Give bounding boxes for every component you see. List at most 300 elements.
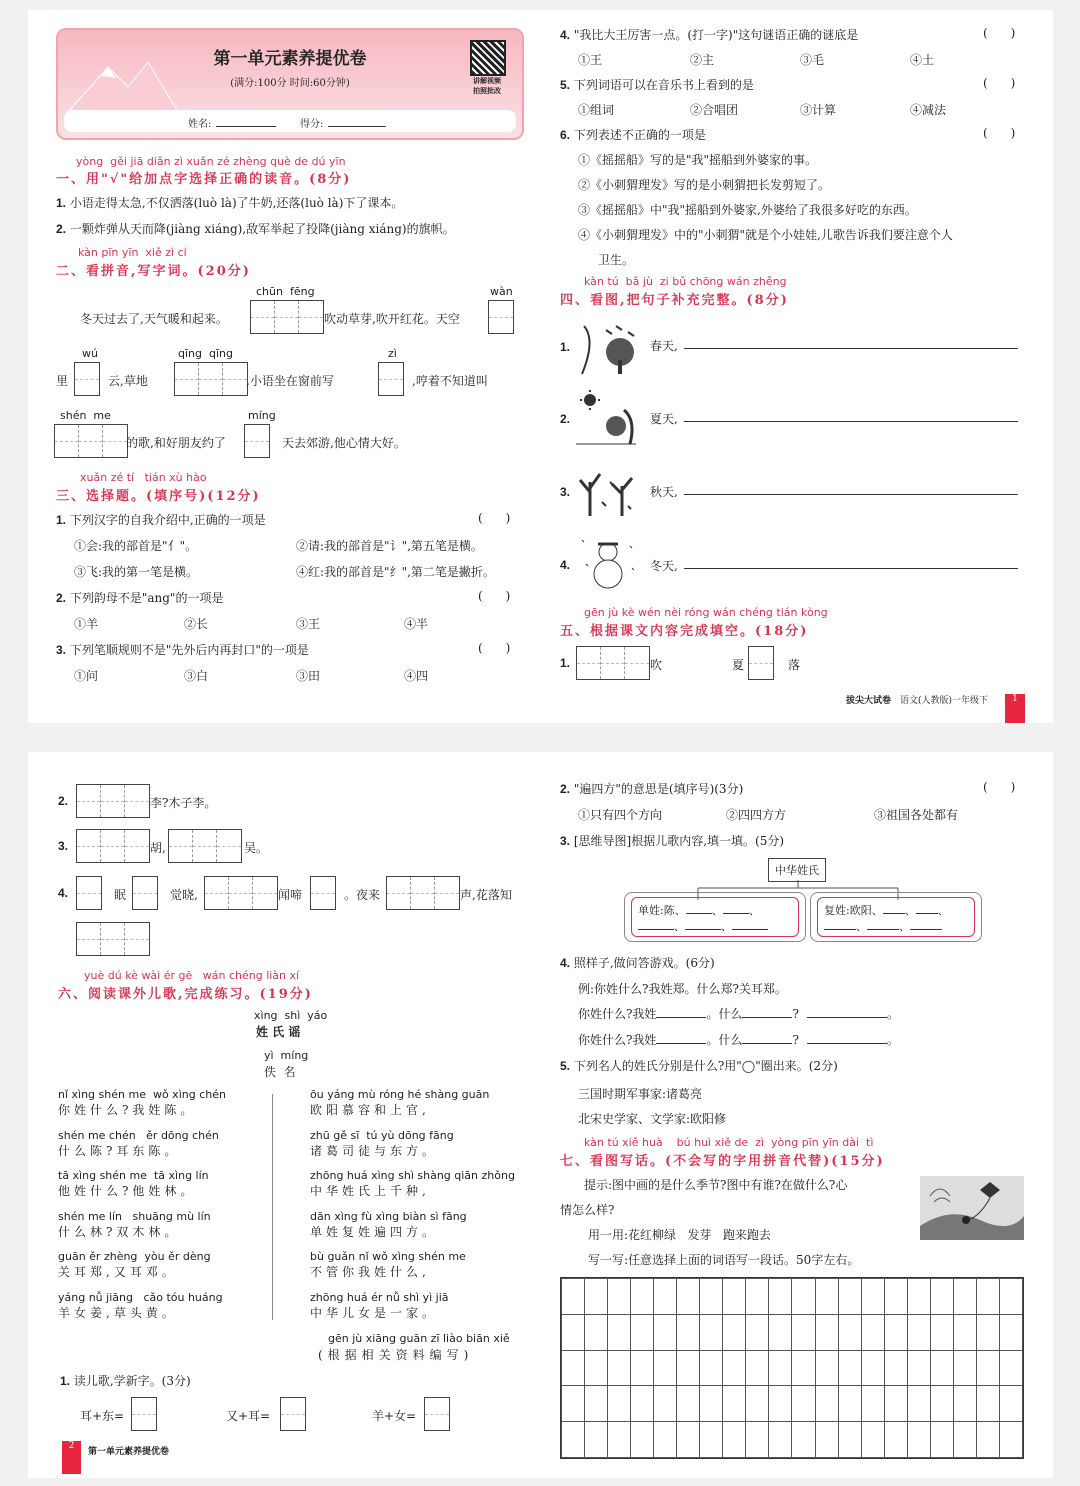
s1-pinyin: yòng gěi jiā diǎn zì xuǎn zé zhèng què de dú yīn bbox=[76, 155, 346, 168]
s5-title: 五、根据课文内容完成填空。(18分) bbox=[560, 624, 809, 639]
writing-cell[interactable] bbox=[861, 1350, 884, 1386]
writing-cell[interactable] bbox=[907, 1386, 930, 1422]
s2-py-wan: wàn bbox=[490, 285, 513, 298]
writing-cell[interactable] bbox=[769, 1314, 792, 1350]
s3-q1-option-4[interactable]: ④红:我的部首是"纟",第二笔是撇折。 bbox=[296, 565, 495, 579]
writing-cell[interactable] bbox=[792, 1422, 815, 1458]
s2-py-qingqing: qīng qīng bbox=[178, 347, 233, 360]
s1-q2-text[interactable]: 一颗炸弹从天而降(jiàng xiáng),敌军举起了投降(jiàng xiáng)的旗帜。 bbox=[69, 222, 455, 236]
s2-text-2: 吹动草芽,吹开红花。天空 bbox=[324, 312, 460, 326]
writing-cell[interactable] bbox=[677, 1314, 700, 1350]
writing-cell[interactable] bbox=[999, 1422, 1022, 1458]
writing-cell[interactable] bbox=[654, 1386, 677, 1422]
p2-box-4f[interactable] bbox=[76, 922, 150, 956]
r-q4-option-4[interactable]: ④土 bbox=[910, 53, 935, 67]
writing-cell[interactable] bbox=[884, 1314, 907, 1350]
p2-q1-text: 读儿歌,学新字。(3分) bbox=[73, 1374, 191, 1388]
s7-pinyin: kàn tú xiě huà bú huì xiě de zì yòng pīn yīn dài tì bbox=[584, 1136, 874, 1149]
s1-q1-text[interactable]: 小语走得太急,不仅洒落(luò là)了牛奶,还落(luò là)下了课本。 bbox=[69, 196, 404, 210]
poem-line: 不管你我姓什么, bbox=[310, 1265, 430, 1279]
writing-cell[interactable] bbox=[585, 1386, 608, 1422]
poem-line-pinyin: yáng nǚ jiāng cǎo tóu huáng bbox=[58, 1290, 223, 1304]
r-q4-option-3[interactable]: ③毛 bbox=[800, 53, 825, 67]
writing-cell[interactable] bbox=[654, 1350, 677, 1386]
writing-cell[interactable] bbox=[746, 1314, 769, 1350]
s4-num-1: 1. bbox=[560, 340, 571, 354]
p2-q4-row-1-text-b: 。什么 bbox=[706, 1007, 743, 1021]
writing-cell[interactable] bbox=[700, 1314, 723, 1350]
writing-cell[interactable] bbox=[953, 1422, 976, 1458]
s3-pinyin: xuǎn zé tí tián xù hào bbox=[80, 471, 207, 484]
p2-text-4a: 眠 bbox=[114, 888, 127, 902]
writing-cell[interactable] bbox=[861, 1314, 884, 1350]
writing-cell[interactable] bbox=[562, 1314, 585, 1350]
equation-2-box[interactable] bbox=[280, 1397, 306, 1431]
writing-cell[interactable] bbox=[723, 1422, 746, 1458]
writing-cell[interactable] bbox=[631, 1350, 654, 1386]
writing-cell[interactable] bbox=[953, 1314, 976, 1350]
r-q6-option-1[interactable]: ①《摇摇船》写的是"我"摇船到外婆家的事。 bbox=[578, 153, 818, 167]
s3-q2-option-1[interactable]: ①羊 bbox=[74, 617, 99, 631]
p2-q2-answer[interactable]: ( ) bbox=[983, 780, 1016, 794]
s2-pinyin: kàn pīn yīn xiě zì cí bbox=[78, 246, 187, 259]
writing-cell[interactable] bbox=[884, 1279, 907, 1315]
poem-line-pinyin: zhū gě sī tú yù dōng fāng bbox=[310, 1128, 454, 1142]
s2-text-3: 里 bbox=[56, 374, 69, 388]
p2-box-4b[interactable] bbox=[132, 876, 158, 910]
mind-map-single-surname: 单姓:陈、 、 、 、 、 bbox=[624, 892, 806, 942]
mind-double-blank[interactable] bbox=[867, 929, 899, 930]
writing-cell[interactable] bbox=[838, 1422, 861, 1458]
p2-q4-qmark: ? bbox=[792, 1007, 799, 1021]
writing-cell[interactable] bbox=[608, 1314, 631, 1350]
s3-q1-option-1[interactable]: ①会:我的部首是"亻"。 bbox=[74, 539, 198, 553]
p2-num-2: 2. bbox=[58, 794, 69, 808]
s6-title: 六、阅读课外儿歌,完成练习。(19分) bbox=[58, 987, 313, 1002]
writing-cell[interactable] bbox=[746, 1279, 769, 1315]
p2-q4-blank[interactable] bbox=[807, 1017, 887, 1018]
s5-answer-box-1[interactable] bbox=[576, 646, 650, 680]
writing-grid[interactable] bbox=[560, 1277, 1024, 1459]
writing-cell[interactable] bbox=[838, 1314, 861, 1350]
s3-q2: 2. 下列韵母不是"ang"的一项是 bbox=[56, 591, 224, 605]
poem-column-2 bbox=[310, 1088, 530, 1331]
r-q4: 4. "我比大王厉害一点。(打一字)"这句谜语正确的谜底是 bbox=[560, 28, 859, 42]
writing-cell[interactable] bbox=[930, 1314, 953, 1350]
answer-box-ming[interactable] bbox=[244, 424, 270, 458]
mind-single-blank[interactable] bbox=[685, 929, 721, 930]
writing-cell[interactable] bbox=[907, 1350, 930, 1386]
p2-q2: 2. "遍四方"的意思是(填序号)(3分) bbox=[560, 782, 744, 796]
s3-q1-option-3[interactable]: ③飞:我的第一笔是横。 bbox=[74, 565, 199, 579]
name-score-bar bbox=[64, 110, 516, 132]
writing-cell[interactable] bbox=[769, 1386, 792, 1422]
poem-line: 单姓复姓遍四方。 bbox=[310, 1224, 439, 1239]
s1-title: 一、用"√"给加点字选择正确的读音。(8分) bbox=[56, 172, 352, 187]
p2-text-4d: 。夜来 bbox=[344, 888, 381, 902]
s3-q2-option-2[interactable]: ②长 bbox=[184, 617, 209, 631]
qr-code[interactable] bbox=[470, 40, 506, 76]
mind-single-blank[interactable] bbox=[732, 929, 768, 930]
writing-cell[interactable] bbox=[792, 1279, 815, 1315]
writing-cell[interactable] bbox=[654, 1279, 677, 1315]
mind-map-root: 中华姓氏 bbox=[768, 858, 826, 882]
writing-cell[interactable] bbox=[999, 1279, 1022, 1315]
writing-cell[interactable] bbox=[976, 1314, 999, 1350]
writing-cell[interactable] bbox=[792, 1314, 815, 1350]
writing-cell[interactable] bbox=[700, 1386, 723, 1422]
writing-cell[interactable] bbox=[999, 1314, 1022, 1350]
name-field[interactable] bbox=[216, 114, 276, 127]
s3-q1-option-2[interactable]: ②请:我的部首是"讠",第五笔是横。 bbox=[296, 539, 483, 553]
writing-cell[interactable] bbox=[861, 1279, 884, 1315]
s3-q2-option-4[interactable]: ④半 bbox=[404, 617, 429, 631]
poem-title: 姓 氏 谣 bbox=[256, 1025, 301, 1039]
writing-cell[interactable] bbox=[953, 1386, 976, 1422]
s1-q1: 1. 小语走得太急,不仅洒落(luò là)了牛奶,还落(luò là)下了课本。 bbox=[56, 196, 404, 210]
equation-1: 耳+东= bbox=[80, 1409, 125, 1423]
p2-q4-blank[interactable] bbox=[742, 1017, 792, 1018]
mind-double-blank[interactable] bbox=[916, 913, 938, 914]
p2-text-4e: 声,花落知 bbox=[460, 888, 512, 902]
s5-text-1: 吹 bbox=[650, 658, 663, 672]
s3-q2-option-3[interactable]: ③王 bbox=[296, 617, 321, 631]
s1-q2: 2. 一颗炸弹从天而降(jiàng xiáng),敌军举起了投降(jiàng xiáng)的旗帜。 bbox=[56, 222, 455, 236]
writing-cell[interactable] bbox=[723, 1279, 746, 1315]
s3-q3-option-2[interactable]: ③白 bbox=[184, 669, 209, 683]
r-q4-text: "我比大王厉害一点。(打一字)"这句谜语正确的谜底是 bbox=[573, 28, 859, 42]
s6-pinyin: yuè dú kè wài ér gē wán chéng liàn xí bbox=[84, 969, 300, 982]
footer-title: 第一单元素养提优卷 bbox=[88, 1447, 170, 1457]
writing-cell[interactable] bbox=[654, 1314, 677, 1350]
poem-line: 什么陈?耳东陈。 bbox=[58, 1143, 181, 1158]
poem-line-pinyin: shén me lín shuāng mù lín bbox=[58, 1209, 211, 1223]
answer-box-wan[interactable] bbox=[488, 300, 514, 334]
p2-q4-qmark: ? bbox=[792, 1033, 799, 1047]
writing-cell[interactable] bbox=[815, 1386, 838, 1422]
p2-box-3b[interactable] bbox=[168, 829, 242, 863]
writing-cell[interactable] bbox=[815, 1422, 838, 1458]
score-field[interactable] bbox=[328, 114, 386, 127]
equation-3-box[interactable] bbox=[424, 1397, 450, 1431]
exam-page-2 bbox=[28, 752, 1053, 1478]
r-q6-option-2[interactable]: ②《小刺猬理发》写的是小刺猬把长发剪短了。 bbox=[578, 178, 831, 192]
mind-map-double-surname: 复姓:欧阳、 、 、 、 、 bbox=[810, 892, 982, 942]
writing-cell[interactable] bbox=[815, 1279, 838, 1315]
r-q5-text: 下列词语可以在音乐书上看到的是 bbox=[573, 78, 754, 92]
p2-box-4c[interactable] bbox=[204, 876, 278, 910]
p2-q5-line-1[interactable]: 三国时期军事家:诸葛亮 bbox=[578, 1087, 703, 1101]
writing-cell[interactable] bbox=[631, 1279, 654, 1315]
writing-cell[interactable] bbox=[631, 1314, 654, 1350]
s3-q1-text: 下列汉字的自我介绍中,正确的一项是 bbox=[69, 513, 266, 527]
writing-cell[interactable] bbox=[999, 1386, 1022, 1422]
score-label: 得分: bbox=[300, 119, 324, 130]
s5-pinyin: gēn jù kè wén nèi róng wán chéng tián kòng bbox=[584, 606, 828, 619]
s3-q2-answer[interactable]: ( ) bbox=[478, 589, 511, 603]
writing-cell[interactable] bbox=[769, 1422, 792, 1458]
p2-text-2: 李?木子李。 bbox=[150, 796, 217, 810]
writing-cell[interactable] bbox=[838, 1350, 861, 1386]
writing-cell[interactable] bbox=[953, 1279, 976, 1315]
s4-title: 四、看图,把句子补充完整。(8分) bbox=[560, 293, 789, 308]
winter-label: 冬天, bbox=[650, 559, 678, 573]
writing-cell[interactable] bbox=[608, 1422, 631, 1458]
writing-cell[interactable] bbox=[815, 1350, 838, 1386]
poem-line: 他姓什么?他姓林。 bbox=[58, 1184, 197, 1198]
poem-line-pinyin: guān ěr zhèng yòu ěr dèng bbox=[58, 1250, 211, 1263]
mind-single-blank[interactable] bbox=[723, 913, 749, 914]
poem-line: 关耳郑,又耳邓。 bbox=[58, 1265, 178, 1279]
r-q4-option-2[interactable]: ②主 bbox=[690, 53, 715, 67]
mind-single-label: 单姓:陈、 bbox=[638, 904, 686, 917]
writing-cell[interactable] bbox=[976, 1350, 999, 1386]
p2-q2-option-2[interactable]: ②四四方方 bbox=[726, 808, 787, 822]
writing-cell[interactable] bbox=[723, 1314, 746, 1350]
writing-cell[interactable] bbox=[838, 1279, 861, 1315]
s7-hint-2: 情怎么样? bbox=[560, 1203, 615, 1217]
s2-text-1: 冬天过去了,天气暖和起来。 bbox=[80, 312, 228, 326]
mind-single-blank[interactable] bbox=[638, 929, 674, 930]
s3-q1-answer[interactable]: ( ) bbox=[478, 511, 511, 525]
r-q4-option-1[interactable]: ①王 bbox=[578, 53, 603, 67]
p2-q4-row-2-text-a: 你姓什么?我姓 bbox=[578, 1033, 657, 1047]
poem-line: 中华儿女是一家。 bbox=[310, 1305, 439, 1320]
s5-text-3: 落 bbox=[788, 658, 801, 672]
p2-text-3a: 胡, bbox=[150, 841, 166, 855]
s3-q1: 1. 下列汉字的自我介绍中,正确的一项是 bbox=[56, 513, 266, 527]
writing-cell[interactable] bbox=[792, 1386, 815, 1422]
s4-num-4: 4. bbox=[560, 558, 571, 572]
p2-q4-blank[interactable] bbox=[807, 1043, 887, 1044]
qr-caption: 讲解视频 拍照批改 bbox=[473, 76, 501, 95]
winter-snowman-icon bbox=[576, 534, 640, 590]
s3-q3-option-4[interactable]: ④四 bbox=[404, 669, 429, 683]
mind-double-label: 复姓:欧阳、 bbox=[824, 904, 883, 917]
answer-box-wu[interactable] bbox=[74, 362, 100, 396]
p2-box-2[interactable] bbox=[76, 784, 150, 818]
footer-subject: 语文(人教版)一年级下 bbox=[900, 696, 989, 706]
writing-cell[interactable] bbox=[930, 1279, 953, 1315]
writing-cell[interactable] bbox=[723, 1386, 746, 1422]
p2-q4-blank[interactable] bbox=[656, 1017, 706, 1018]
writing-cell[interactable] bbox=[677, 1386, 700, 1422]
poem-source-pinyin: gēn jù xiāng guān zī liào biān xiě bbox=[328, 1332, 510, 1345]
writing-cell[interactable] bbox=[769, 1279, 792, 1315]
name-label: 姓名: bbox=[188, 119, 212, 130]
spring-kite-picture-icon bbox=[920, 1176, 1024, 1240]
writing-cell[interactable] bbox=[746, 1350, 769, 1386]
writing-cell[interactable] bbox=[907, 1279, 930, 1315]
writing-cell[interactable] bbox=[769, 1350, 792, 1386]
p2-text-4c: 闻啼 bbox=[278, 888, 303, 902]
equation-2: 又+耳= bbox=[226, 1409, 271, 1423]
writing-cell[interactable] bbox=[585, 1314, 608, 1350]
r-q6-option-4[interactable]: ④《小刺猬理发》中的"小刺猬"就是个小娃娃,儿歌告诉我们要注意个人 bbox=[578, 228, 953, 242]
autumn-label: 秋天, bbox=[650, 485, 678, 499]
answer-box-shenme[interactable] bbox=[54, 424, 128, 458]
r-q5-option-2[interactable]: ②合唱团 bbox=[690, 103, 739, 117]
writing-cell[interactable] bbox=[861, 1386, 884, 1422]
mind-double-blank[interactable] bbox=[824, 929, 856, 930]
s2-text-5: ,小语坐在窗前写 bbox=[246, 374, 334, 388]
mind-double-blank[interactable] bbox=[910, 929, 942, 930]
p2-num-3: 3. bbox=[58, 839, 69, 853]
writing-cell[interactable] bbox=[838, 1386, 861, 1422]
equation-1-box[interactable] bbox=[131, 1397, 157, 1431]
poem-title-pinyin: xìng shì yáo bbox=[254, 1009, 328, 1022]
writing-cell[interactable] bbox=[677, 1422, 700, 1458]
writing-cell[interactable] bbox=[677, 1279, 700, 1315]
mind-single-blank[interactable] bbox=[686, 913, 712, 914]
r-q5-option-1[interactable]: ①组词 bbox=[578, 103, 615, 117]
header-banner bbox=[56, 28, 524, 140]
spring-label: 春天, bbox=[650, 339, 678, 353]
p2-q2-option-1[interactable]: ①只有四个方向 bbox=[578, 808, 663, 822]
s4-pinyin: kàn tú bǎ jù zi bǔ chōng wán zhěng bbox=[584, 275, 787, 288]
writing-cell[interactable] bbox=[562, 1386, 585, 1422]
p2-box-3a[interactable] bbox=[76, 829, 150, 863]
writing-cell[interactable] bbox=[792, 1350, 815, 1386]
writing-cell[interactable] bbox=[930, 1350, 953, 1386]
writing-cell[interactable] bbox=[815, 1314, 838, 1350]
writing-cell[interactable] bbox=[930, 1422, 953, 1458]
r-q5-answer[interactable]: ( ) bbox=[983, 76, 1016, 90]
s2-py-shenme: shén me bbox=[60, 409, 111, 422]
r-q6-text: 下列表述不正确的一项是 bbox=[573, 128, 706, 142]
s2-text-8: 天去郊游,他心情大好。 bbox=[282, 436, 406, 450]
writing-cell[interactable] bbox=[562, 1350, 585, 1386]
p2-q5-text: 下列名人的姓氏分别是什么?用"◯"圈出来。(2分) bbox=[573, 1059, 838, 1073]
s5-answer-box-2[interactable] bbox=[748, 646, 774, 680]
s5-text-2: 夏 bbox=[732, 658, 745, 672]
autumn-picture-icon bbox=[576, 462, 640, 518]
summer-picture-icon bbox=[576, 390, 640, 446]
writing-cell[interactable] bbox=[700, 1422, 723, 1458]
answer-box-chunfeng[interactable] bbox=[250, 300, 324, 334]
poem-line: 中华姓氏上千种, bbox=[310, 1184, 430, 1198]
page-title: 第一单元素养提优卷 bbox=[213, 49, 367, 69]
poem-line-pinyin: zhōng huá xìng shì shàng qiān zhǒng bbox=[310, 1169, 515, 1182]
s3-q3: 3. 下列笔顺规则不是"先外后内再封口"的一项是 bbox=[56, 643, 309, 657]
writing-cell[interactable] bbox=[654, 1422, 677, 1458]
poem-line: 你姓什么?我姓陈。 bbox=[58, 1103, 197, 1117]
spring-answer-line[interactable] bbox=[684, 348, 1018, 349]
writing-cell[interactable] bbox=[746, 1422, 769, 1458]
poem-line-pinyin: dān xìng fù xìng biàn sì fāng bbox=[310, 1209, 467, 1223]
writing-cell[interactable] bbox=[976, 1422, 999, 1458]
s7-instruction: 写一写:任意选择上面的词语写一段话。50字左右。 bbox=[588, 1253, 860, 1267]
writing-cell[interactable] bbox=[861, 1422, 884, 1458]
writing-cell[interactable] bbox=[608, 1279, 631, 1315]
mind-double-blank[interactable] bbox=[883, 913, 905, 914]
p2-box-4e[interactable] bbox=[386, 876, 460, 910]
writing-cell[interactable] bbox=[884, 1350, 907, 1386]
winter-answer-line[interactable] bbox=[684, 568, 1018, 569]
s3-q3-option-3[interactable]: ③田 bbox=[296, 669, 321, 683]
r-q4-answer[interactable]: ( ) bbox=[983, 26, 1016, 40]
writing-cell[interactable] bbox=[631, 1422, 654, 1458]
p2-q4-row-1: 你姓什么?我姓 。什么 ? 。 bbox=[578, 1007, 899, 1021]
writing-cell[interactable] bbox=[700, 1350, 723, 1386]
answer-box-zi[interactable] bbox=[378, 362, 404, 396]
equation-3: 羊+女= bbox=[372, 1409, 417, 1423]
writing-cell[interactable] bbox=[700, 1279, 723, 1315]
answer-box-qingqing[interactable] bbox=[174, 362, 248, 396]
summer-answer-line[interactable] bbox=[684, 421, 1018, 422]
p2-text-3b: 吴。 bbox=[244, 841, 269, 855]
writing-cell[interactable] bbox=[930, 1386, 953, 1422]
writing-cell[interactable] bbox=[953, 1350, 976, 1386]
writing-cell[interactable] bbox=[884, 1422, 907, 1458]
s2-py-chunfeng: chūn fēng bbox=[256, 285, 315, 298]
r-q5: 5. 下列词语可以在音乐书上看到的是 bbox=[560, 78, 754, 92]
r-q5-option-3[interactable]: ③计算 bbox=[800, 103, 837, 117]
writing-cell[interactable] bbox=[677, 1350, 700, 1386]
p2-q5: 5. 下列名人的姓氏分别是什么?用"◯"圈出来。(2分) bbox=[560, 1059, 838, 1073]
r-q6-option-4-cont: 卫生。 bbox=[598, 253, 635, 267]
writing-cell[interactable] bbox=[976, 1386, 999, 1422]
p2-q3-text: [思维导图]根据儿歌内容,填一填。(5分) bbox=[573, 834, 785, 848]
writing-cell[interactable] bbox=[585, 1422, 608, 1458]
writing-cell[interactable] bbox=[907, 1422, 930, 1458]
writing-cell[interactable] bbox=[746, 1386, 769, 1422]
s2-py-zi: zì bbox=[388, 347, 397, 360]
autumn-answer-line[interactable] bbox=[684, 494, 1018, 495]
s3-title: 三、选择题。(填序号)(12分) bbox=[56, 489, 261, 504]
p2-text-4b: 觉晓, bbox=[170, 888, 198, 902]
p2-q4-blank[interactable] bbox=[742, 1043, 792, 1044]
s7-hint: 提示:图中画的是什么季节?图中有谁?在做什么?心 bbox=[584, 1178, 848, 1192]
writing-cell[interactable] bbox=[884, 1386, 907, 1422]
writing-cell[interactable] bbox=[608, 1386, 631, 1422]
s3-q3-option-1[interactable]: ①问 bbox=[74, 669, 99, 683]
r-q6: 6. 下列表述不正确的一项是 bbox=[560, 128, 706, 142]
writing-cell[interactable] bbox=[562, 1279, 585, 1315]
page-number-1: 1 bbox=[1005, 694, 1025, 723]
p2-box-4d[interactable] bbox=[310, 876, 336, 910]
exam-page-1 bbox=[28, 10, 1053, 723]
writing-cell[interactable] bbox=[723, 1350, 746, 1386]
poem-divider bbox=[272, 1094, 273, 1320]
writing-cell[interactable] bbox=[631, 1386, 654, 1422]
p2-q5-line-2[interactable]: 北宋史学家、文学家:欧阳修 bbox=[578, 1112, 727, 1126]
p2-q2-option-3[interactable]: ③祖国各处都有 bbox=[874, 808, 959, 822]
writing-cell[interactable] bbox=[907, 1314, 930, 1350]
p2-q4-row-1-text-a: 你姓什么?我姓 bbox=[578, 1007, 657, 1021]
s3-q3-answer[interactable]: ( ) bbox=[478, 641, 511, 655]
r-q5-option-4[interactable]: ④减法 bbox=[910, 103, 947, 117]
writing-cell[interactable] bbox=[585, 1279, 608, 1315]
p2-box-4a[interactable] bbox=[76, 876, 102, 910]
page-number-2: 2 bbox=[62, 1441, 81, 1474]
p2-q4-blank[interactable] bbox=[656, 1043, 706, 1044]
s2-text-4: 云,草地 bbox=[108, 374, 148, 388]
writing-cell[interactable] bbox=[562, 1422, 585, 1458]
writing-cell[interactable] bbox=[976, 1279, 999, 1315]
writing-cell[interactable] bbox=[999, 1350, 1022, 1386]
r-q6-answer[interactable]: ( ) bbox=[983, 126, 1016, 140]
r-q6-option-3[interactable]: ③《摇摇船》中"我"摇船到外婆家,外婆给了我很多好吃的东西。 bbox=[578, 203, 917, 217]
poem-source: (根据相关资料编写) bbox=[318, 1348, 474, 1362]
writing-cell[interactable] bbox=[585, 1350, 608, 1386]
poem-line: 诸葛司徒与东方。 bbox=[310, 1143, 439, 1158]
p2-q4-text: 照样子,做问答游戏。(6分) bbox=[573, 956, 715, 970]
p2-q2-text: "遍四方"的意思是(填序号)(3分) bbox=[573, 782, 744, 796]
writing-cell[interactable] bbox=[608, 1350, 631, 1386]
s4-num-2: 2. bbox=[560, 412, 571, 426]
s7-word-bank: 用一用:花红柳绿 发芽 跑来跑去 bbox=[588, 1228, 771, 1242]
